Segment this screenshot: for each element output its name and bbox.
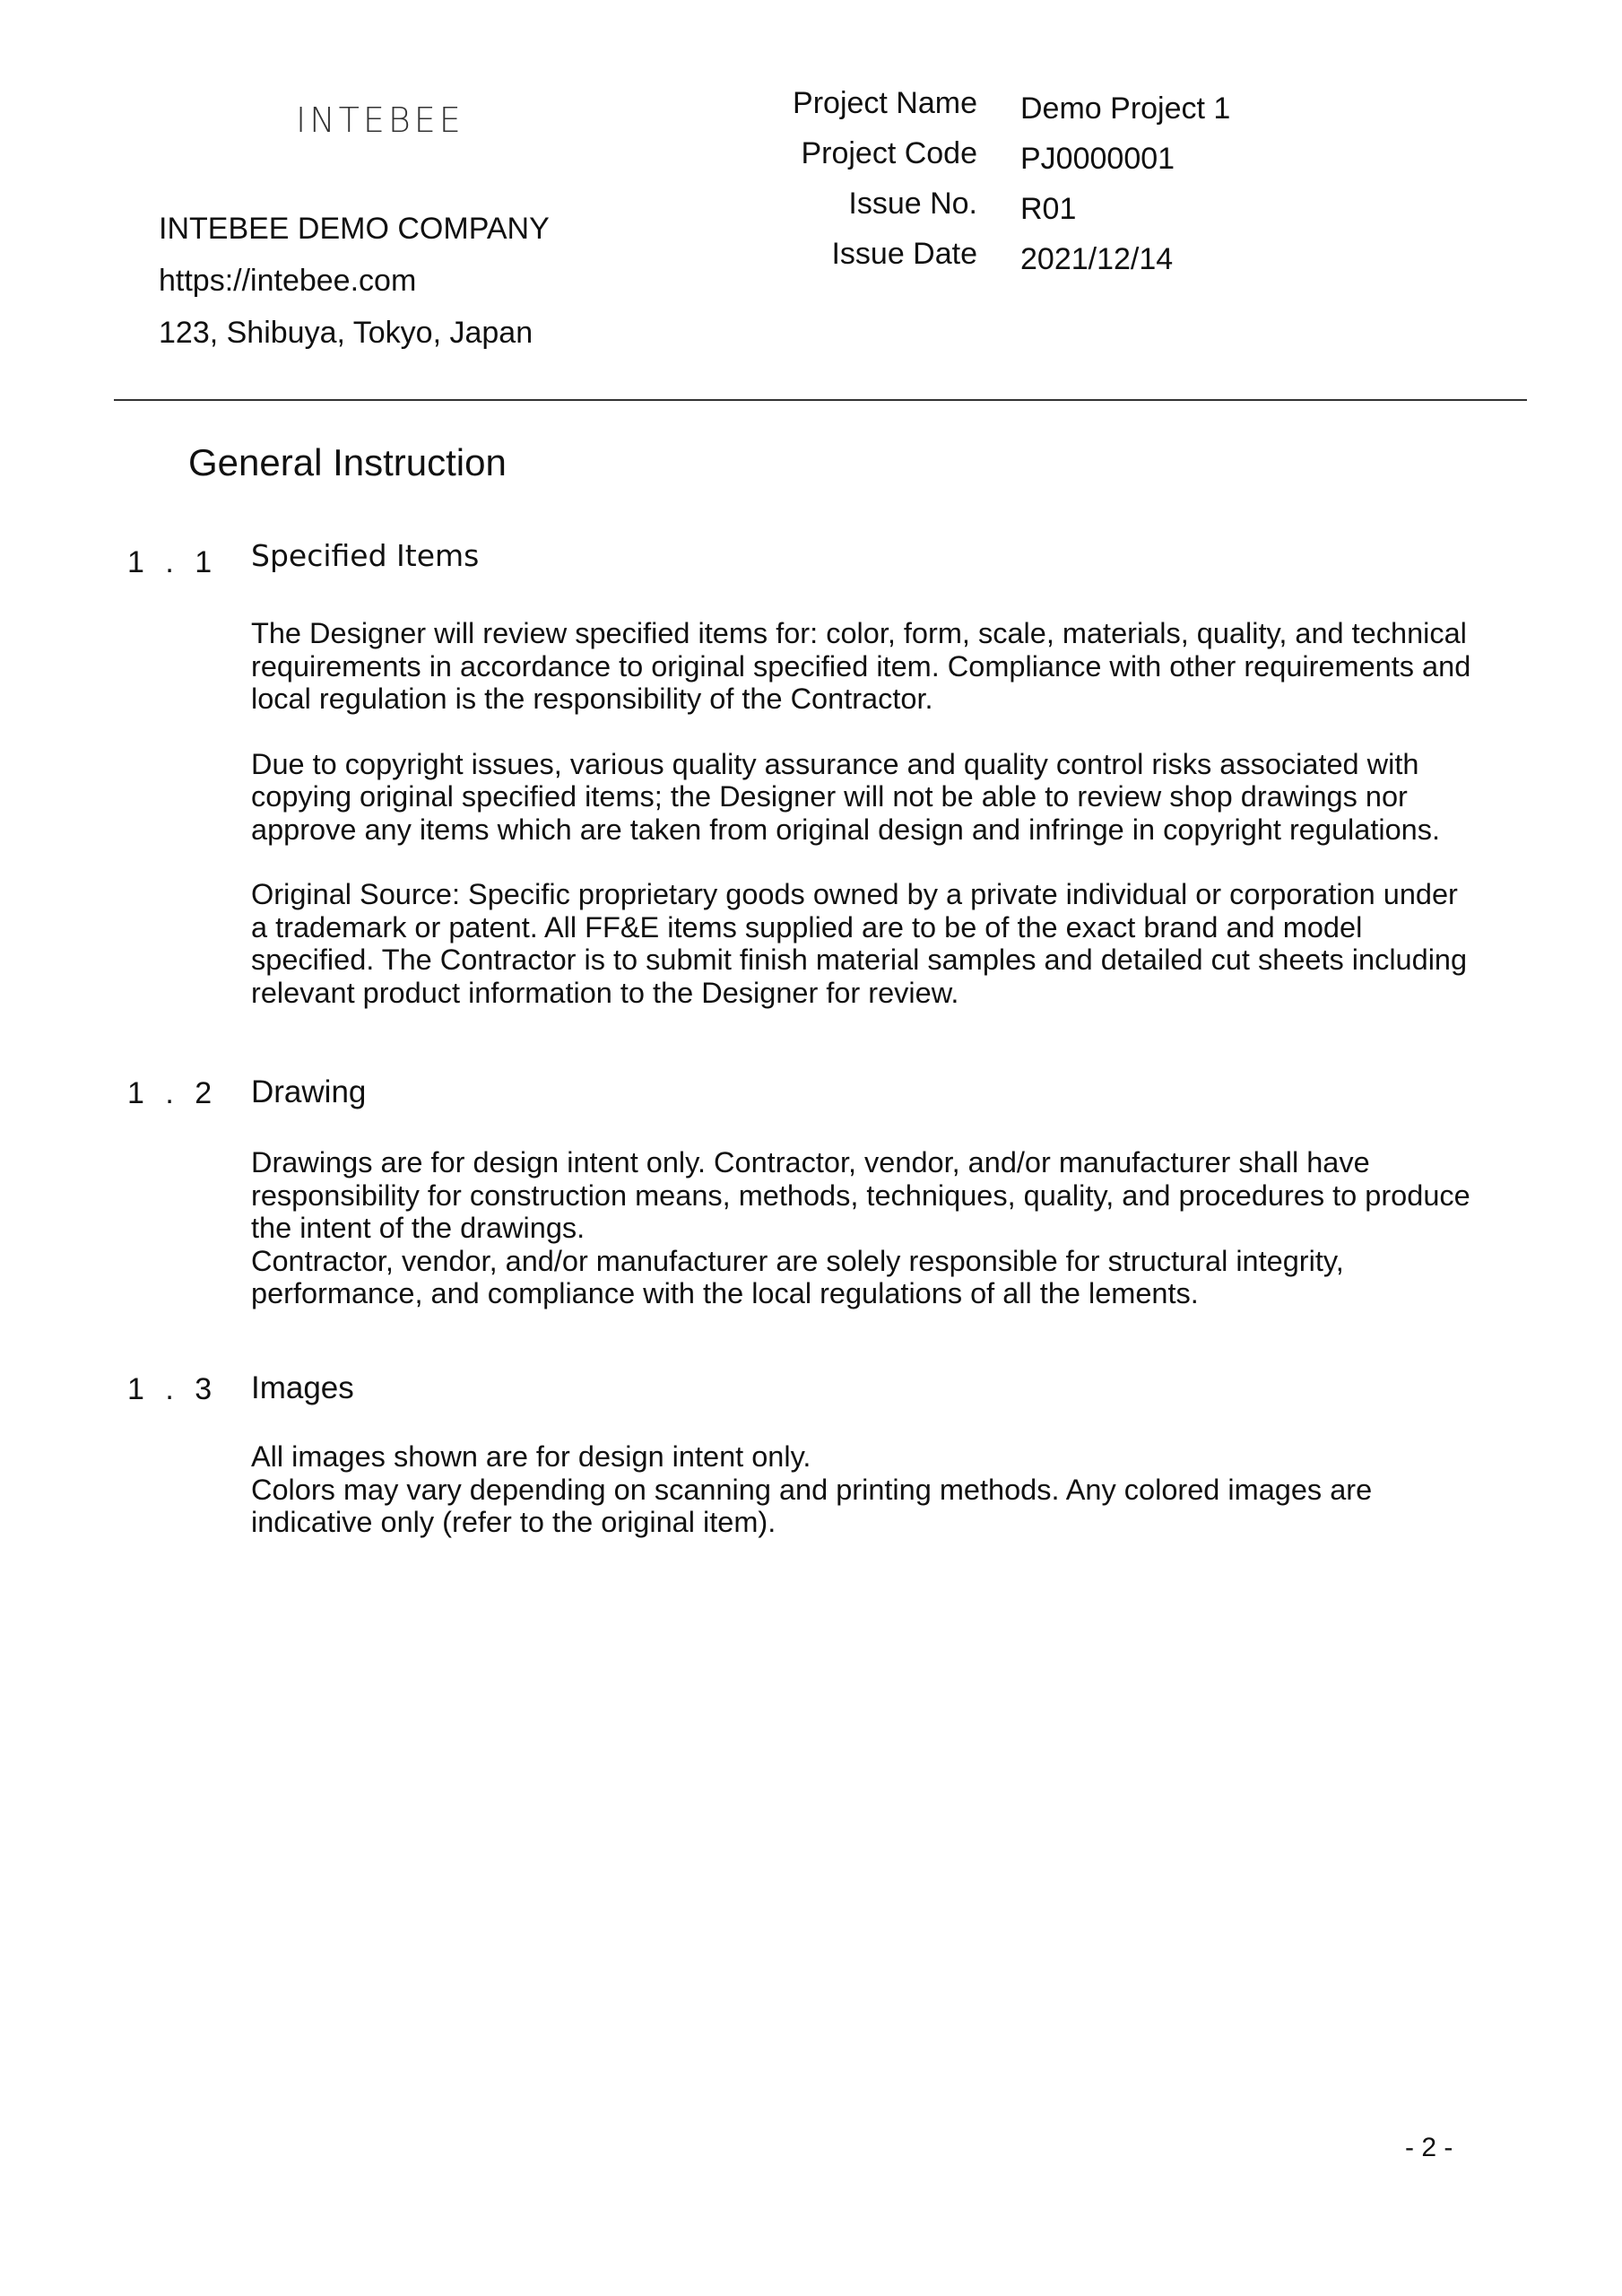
header-divider xyxy=(114,399,1527,401)
paragraph xyxy=(251,1146,1524,1310)
meta-value: PJ0000001 xyxy=(1020,142,1175,176)
text-line: relevant product information to the Designer for review. xyxy=(251,976,959,1009)
meta-value: Demo Project 1 xyxy=(1020,91,1231,126)
section-title: Specified Items xyxy=(251,538,480,573)
paragraph xyxy=(251,878,1524,1009)
meta-label: Project Code xyxy=(801,136,977,170)
text-line: responsibility for construction means, methods, techniques, quality, and procedures to produce xyxy=(251,1178,1470,1212)
paragraph xyxy=(251,748,1524,847)
section-body-drawing xyxy=(251,1146,1524,1343)
text-line: a trademark or patent. All FF&E items supplied are to be of the exact brand and model xyxy=(251,910,1363,944)
meta-label: Issue Date xyxy=(831,237,977,271)
company-logo: INTEBEE xyxy=(296,100,464,140)
paragraph xyxy=(251,1440,1524,1539)
page-number: - 2 - xyxy=(1405,2133,1453,2162)
text-line: performance, and compliance with the local regulations of all the lements. xyxy=(251,1277,1199,1309)
text-line: local regulation is the responsibility of the Contractor. xyxy=(251,683,933,715)
section-body-specified-items xyxy=(251,617,1524,1041)
meta-label: Issue No. xyxy=(848,187,977,221)
section-number: 1 . 3 xyxy=(127,1372,213,1406)
text-line: Contractor, vendor, and/or manufacturer are solely responsible for structural integrity, xyxy=(251,1244,1344,1277)
company-address: 123, Shibuya, Tokyo, Japan xyxy=(159,316,533,350)
text-line: copying original specified items; the Designer will not be able to review shop drawings nor xyxy=(251,780,1408,813)
paragraph xyxy=(251,617,1524,716)
meta-value: R01 xyxy=(1020,192,1077,226)
section-title: Drawing xyxy=(251,1074,367,1109)
text-line: the intent of the drawings. xyxy=(251,1212,585,1244)
text-line: requirements in accordance to original specified item. Compliance with other requirements and xyxy=(251,649,1471,683)
text-line: specified. The Contractor is to submit finish material samples and detailed cut sheets including xyxy=(251,944,1468,976)
text-line: Colors may vary depending on scanning and printing methods. Any colored images are xyxy=(251,1473,1373,1506)
text-line: indicative only (refer to the original item). xyxy=(251,1506,776,1538)
company-info xyxy=(159,203,550,359)
text-line: Original Source: Specific proprietary goods owned by a private individual or corporation under xyxy=(251,878,1458,910)
section-title: Images xyxy=(251,1370,354,1405)
text-line: Drawings are for design intent only. Contractor, vendor, and/or manufacturer shall have xyxy=(251,1146,1370,1178)
document-title: General Instruction xyxy=(188,441,507,483)
text-line: The Designer will review specified items for: color, form, scale, materials, quality, and technical xyxy=(251,617,1467,649)
section-number: 1 . 2 xyxy=(127,1076,213,1110)
company-name: INTEBEE DEMO COMPANY xyxy=(159,212,550,246)
company-website: https://intebee.com xyxy=(159,264,417,298)
text-line: approve any items which are taken from original design and infringe in copyright regulations. xyxy=(251,813,1441,846)
meta-value: 2021/12/14 xyxy=(1020,242,1174,276)
section-number: 1 . 1 xyxy=(127,545,213,579)
text-line: All images shown are for design intent only. xyxy=(251,1440,811,1473)
text-line: Due to copyright issues, various quality assurance and quality control risks associated with xyxy=(251,747,1419,780)
meta-label: Project Name xyxy=(793,86,977,120)
section-body-images xyxy=(251,1440,1524,1571)
